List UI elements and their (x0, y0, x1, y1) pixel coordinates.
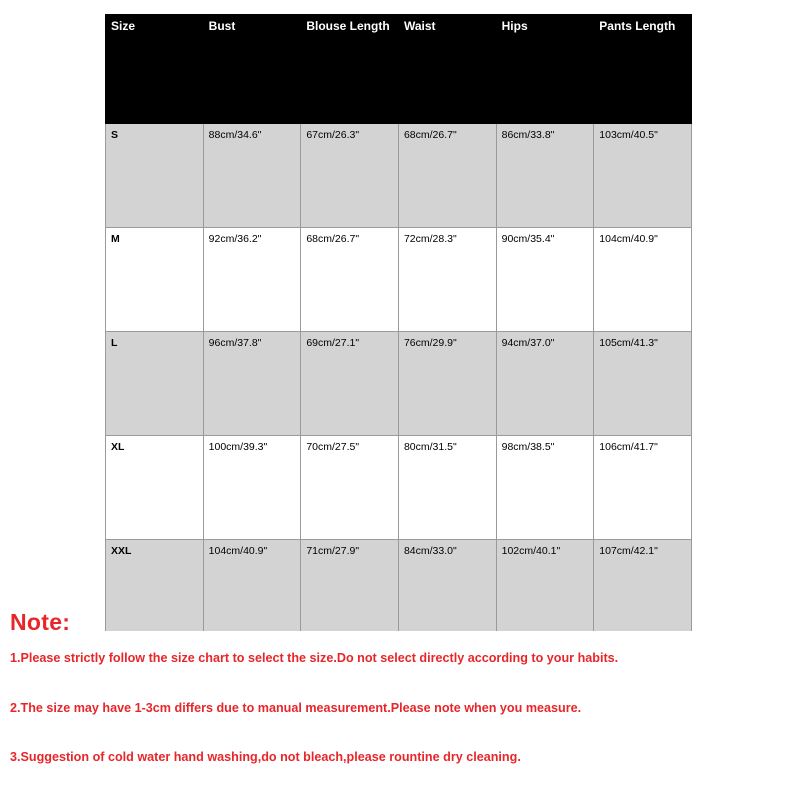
size-cell: M (106, 228, 204, 332)
pants-length-cell: 104cm/40.9" (594, 228, 692, 332)
header-waist: Waist (398, 15, 496, 124)
size-cell: XL (106, 436, 204, 540)
waist-cell: 84cm/33.0" (398, 540, 496, 631)
table-row-l (106, 332, 692, 436)
note-item-size-selection: 1.Please strictly follow the size chart to select the size.Do not select directly according to your habits. (10, 651, 619, 665)
header-blouse-length: Blouse Length (301, 15, 399, 124)
waist-cell: 80cm/31.5" (398, 436, 496, 540)
pants-length-cell: 106cm/41.7" (594, 436, 692, 540)
note-item-washing: 3.Suggestion of cold water hand washing,do not bleach,please rountine dry cleaning. (10, 750, 521, 764)
table-body (106, 124, 692, 631)
bust-cell: 88cm/34.6" (203, 124, 301, 228)
hips-cell: 90cm/35.4" (496, 228, 594, 332)
header-row (106, 15, 692, 124)
bust-cell: 100cm/39.3" (203, 436, 301, 540)
bust-cell: 96cm/37.8" (203, 332, 301, 436)
header-hips: Hips (496, 15, 594, 124)
table-row-xl (106, 436, 692, 540)
table-row-m (106, 228, 692, 332)
header-pants-length: Pants Length (594, 15, 692, 124)
hips-cell: 94cm/37.0" (496, 332, 594, 436)
waist-cell: 76cm/29.9" (398, 332, 496, 436)
size-cell: XXL (106, 540, 204, 631)
note-title: Note: (10, 609, 71, 635)
blouse-length-cell: 70cm/27.5" (301, 436, 399, 540)
waist-cell: 68cm/26.7" (398, 124, 496, 228)
waist-cell: 72cm/28.3" (398, 228, 496, 332)
table-header (106, 15, 692, 124)
blouse-length-cell: 67cm/26.3" (301, 124, 399, 228)
hips-cell: 86cm/33.8" (496, 124, 594, 228)
bust-cell: 92cm/36.2" (203, 228, 301, 332)
size-chart-table (105, 14, 692, 631)
blouse-length-cell: 69cm/27.1" (301, 332, 399, 436)
table-row-xxl (106, 540, 692, 631)
header-bust: Bust (203, 15, 301, 124)
pants-length-cell: 107cm/42.1" (594, 540, 692, 631)
pants-length-cell: 105cm/41.3" (594, 332, 692, 436)
size-cell: S (106, 124, 204, 228)
pants-length-cell: 103cm/40.5" (594, 124, 692, 228)
header-size: Size (106, 15, 204, 124)
size-cell: L (106, 332, 204, 436)
hips-cell: 102cm/40.1" (496, 540, 594, 631)
blouse-length-cell: 68cm/26.7" (301, 228, 399, 332)
hips-cell: 98cm/38.5" (496, 436, 594, 540)
note-item-measurement: 2.The size may have 1-3cm differs due to manual measurement.Please note when you measure. (10, 701, 582, 715)
table-row-s (106, 124, 692, 228)
bust-cell: 104cm/40.9" (203, 540, 301, 631)
blouse-length-cell: 71cm/27.9" (301, 540, 399, 631)
